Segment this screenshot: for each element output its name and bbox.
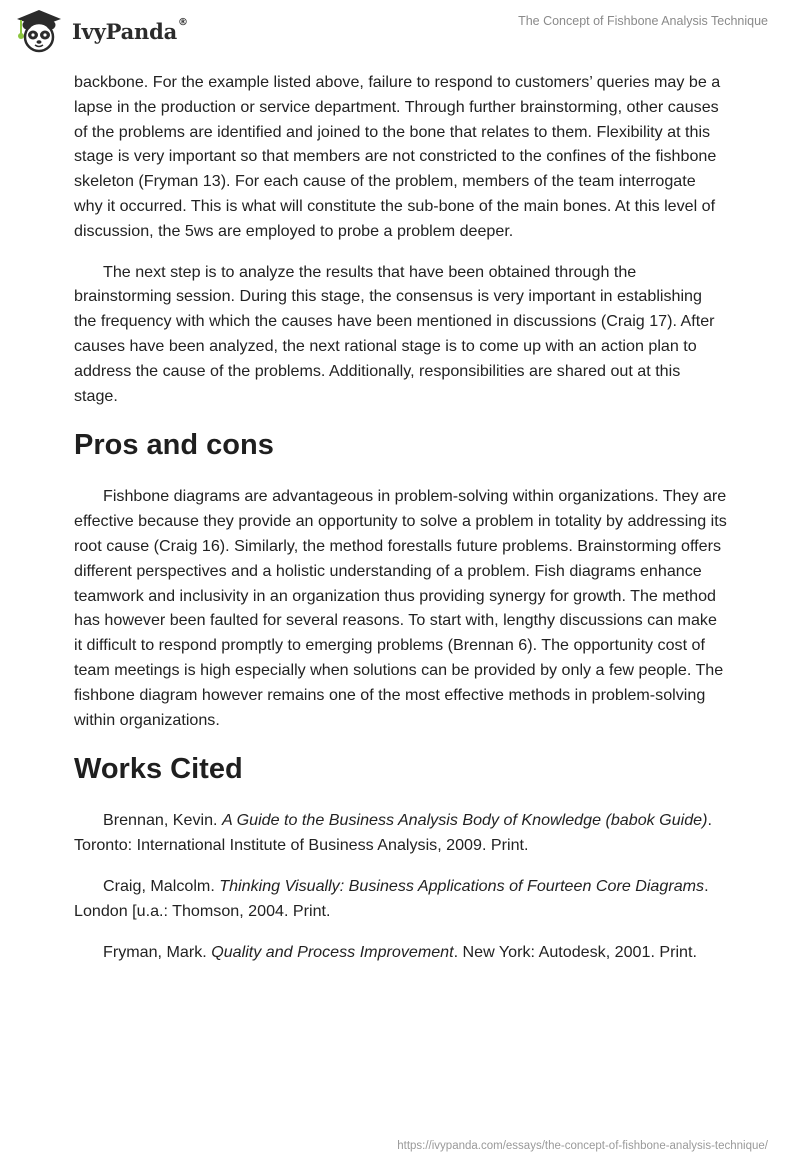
citation-details: . Toronto: International Institute of Business Analysis, 2009. Print.	[74, 811, 712, 855]
citation-title: Thinking Visually: Business Applications of Fourteen Core Diagrams	[219, 876, 705, 895]
citation-item	[74, 874, 728, 924]
brand-logo[interactable]	[14, 8, 188, 54]
document-title: The Concept of Fishbone Analysis Technique	[518, 14, 768, 28]
paragraph-2: The next step is to analyze the results that have been obtained through the brainstorming session. During this stage, the consensus is very important in establishing the frequency with which the causes have been mentioned in discussions (Craig 17). After causes have been analyzed, the next rational stage is to come up with an action plan to address the cause of the problems. Additionally, responsibilities are shared out at this stage.	[74, 262, 715, 405]
citation-title: Quality and Process Improvement	[211, 942, 454, 961]
citation-author: Fryman, Mark.	[103, 942, 212, 961]
paragraph-3: Fishbone diagrams are advantageous in problem-solving within organizations. They are effective because they provide an opportunity to solve a problem in totality by addressing its root cause (Craig 16). Similarly, the method forestalls future problems. Brainstorming offers different perspectives and a holistic understanding of a problem. Fish diagrams enhance teamwork and inclusivity in an organization thus providing synergy for growth. The method has however been faulted for several reasons. To start with, lengthy discussions can make it difficult to respond promptly to emerging problems (Brennan 6). The opportunity cost of team meetings is high especially when solutions can be provided by only a few people. The fishbone diagram however remains one of the most effective methods in problem-solving within organizations.	[74, 487, 727, 729]
citation-details: . London [u.a.: Thomson, 2004. Print.	[74, 876, 709, 920]
heading-works-cited: Works Cited	[74, 753, 243, 786]
citation-author: Brennan, Kevin.	[103, 811, 222, 830]
citation-item	[74, 808, 728, 858]
citation-item	[74, 940, 728, 965]
citation-author: Craig, Malcolm.	[103, 876, 220, 895]
page-header	[0, 0, 800, 64]
brand-name: IvyPanda®	[72, 16, 188, 44]
paragraph-1: backbone. For the example listed above, failure to respond to customers’ queries may be a lapse in the production or service department. Through further brainstorming, other causes of the problems are identified and joined to the bone that relates to them. Flexibility at this stage is very important so that members are not constricted to the confines of the fishbone skeleton (Fryman 13). For each cause of the problem, members of the team interrogate why it occurred. This is what will constitute the sub-bone of the main bones. At this level of discussion, the 5ws are employed to probe a problem deeper.	[74, 73, 721, 240]
essay-content	[74, 70, 728, 980]
heading-pros-and-cons: Pros and cons	[74, 429, 274, 462]
panda-logo-icon	[14, 8, 64, 54]
source-url[interactable]: https://ivypanda.com/essays/the-concept-of-fishbone-analysis-technique/	[397, 1140, 768, 1152]
citation-details: . New York: Autodesk, 2001. Print.	[453, 942, 697, 961]
citation-title: A Guide to the Business Analysis Body of Knowledge (babok Guide)	[222, 811, 708, 830]
